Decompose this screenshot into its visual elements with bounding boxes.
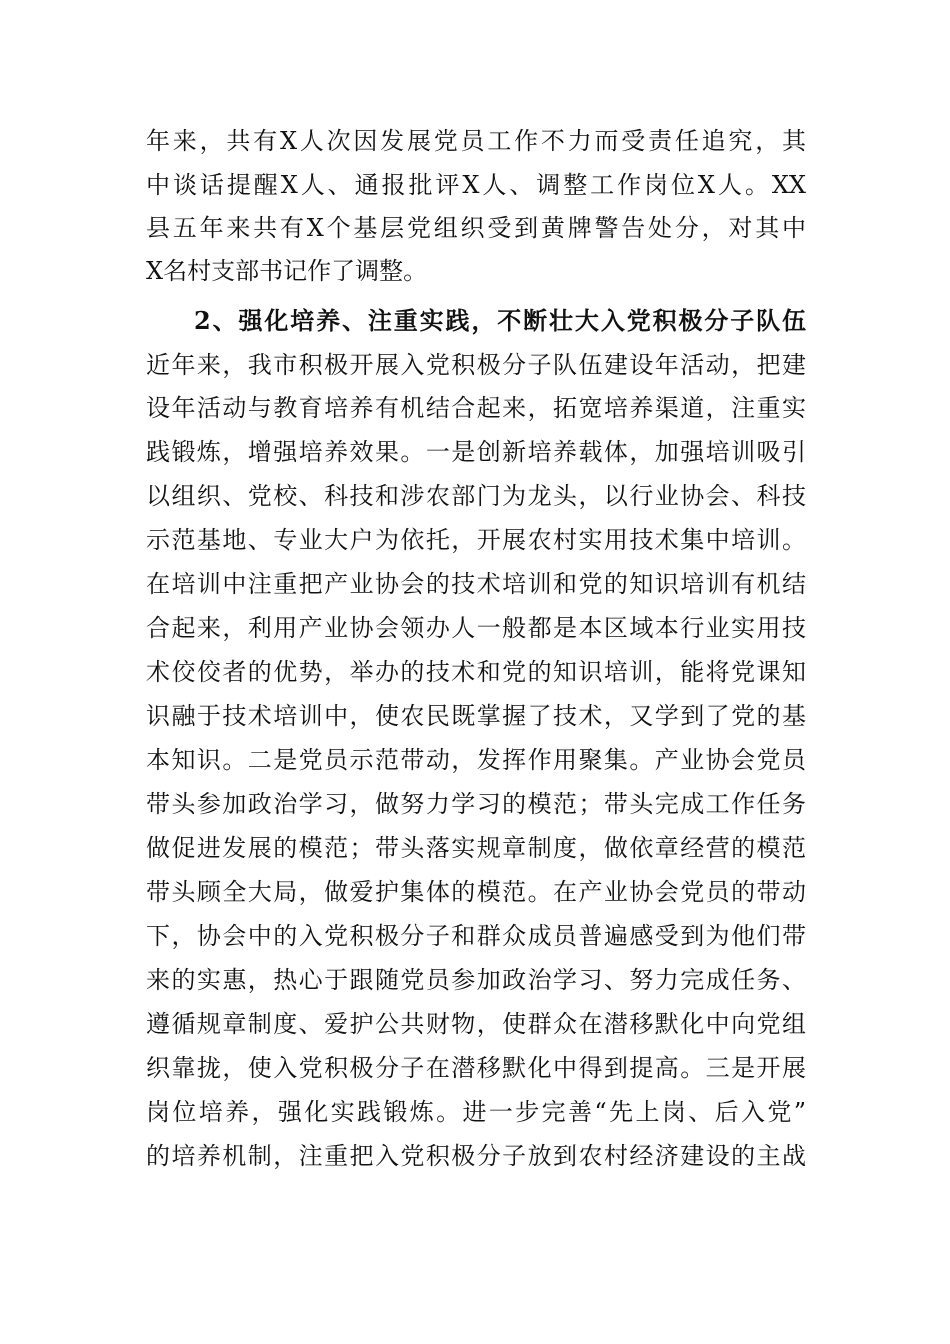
body-line: 来的实惠，热心于跟随党员参加政治学习、努力完成任务、 bbox=[146, 966, 806, 994]
body-line: 织靠拢，使入党积极分子在潜移默化中得到提高。三是开展 bbox=[146, 1054, 806, 1082]
body-line: 本知识。二是党员示范带动，发挥作用聚集。产业协会党员 bbox=[146, 746, 806, 774]
intro-line-1: 年来，共有X人次因发展党员工作不力而受责任追究，其 bbox=[146, 127, 806, 155]
intro-line-4: X名村支部书记作了调整。 bbox=[146, 257, 428, 285]
section-heading: 2、强化培养、注重实践，不断壮大入党积极分子队伍 bbox=[194, 306, 806, 335]
body-line: 术佼佼者的优势，举办的技术和党的知识培训，能将党课知 bbox=[146, 658, 806, 686]
intro-line-2: 中谈话提醒X人、通报批评X人、调整工作岗位X人。XX bbox=[146, 171, 806, 199]
body-line: 遵循规章制度、爱护公共财物，使群众在潜移默化中向党组 bbox=[146, 1010, 806, 1038]
body-line: 做促进发展的模范；带头落实规章制度，做依章经营的模范 bbox=[146, 834, 806, 862]
body-line: 岗位培养，强化实践锻炼。进一步完善“先上岗、后入党” bbox=[146, 1098, 806, 1126]
body-line: 下，协会中的入党积极分子和群众成员普遍感受到为他们带 bbox=[146, 922, 806, 950]
body-line: 设年活动与教育培养有机结合起来，拓宽培养渠道，注重实 bbox=[146, 394, 806, 422]
body-line: 带头参加政治学习，做努力学习的模范；带头完成工作任务 bbox=[146, 790, 806, 818]
body-line: 识融于技术培训中，使农民既掌握了技术，又学到了党的基 bbox=[146, 702, 806, 730]
body-line: 近年来，我市积极开展入党积极分子队伍建设年活动，把建 bbox=[146, 351, 806, 379]
body-line: 的培养机制，注重把入党积极分子放到农村经济建设的主战 bbox=[146, 1142, 806, 1170]
body-line: 带头顾全大局，做爱护集体的模范。在产业协会党员的带动 bbox=[146, 878, 806, 906]
body-line: 合起来，利用产业协会领办人一般都是本区域本行业实用技 bbox=[146, 614, 806, 642]
body-line: 在培训中注重把产业协会的技术培训和党的知识培训有机结 bbox=[146, 570, 806, 598]
body-line: 示范基地、专业大户为依托，开展农村实用技术集中培训。 bbox=[146, 526, 806, 554]
intro-line-3: 县五年来共有X个基层党组织受到黄牌警告处分，对其中 bbox=[146, 214, 806, 242]
body-line: 以组织、党校、科技和涉农部门为龙头，以行业协会、科技 bbox=[146, 482, 806, 510]
body-line: 践锻炼，增强培养效果。一是创新培养载体，加强培训吸引 bbox=[146, 438, 806, 466]
